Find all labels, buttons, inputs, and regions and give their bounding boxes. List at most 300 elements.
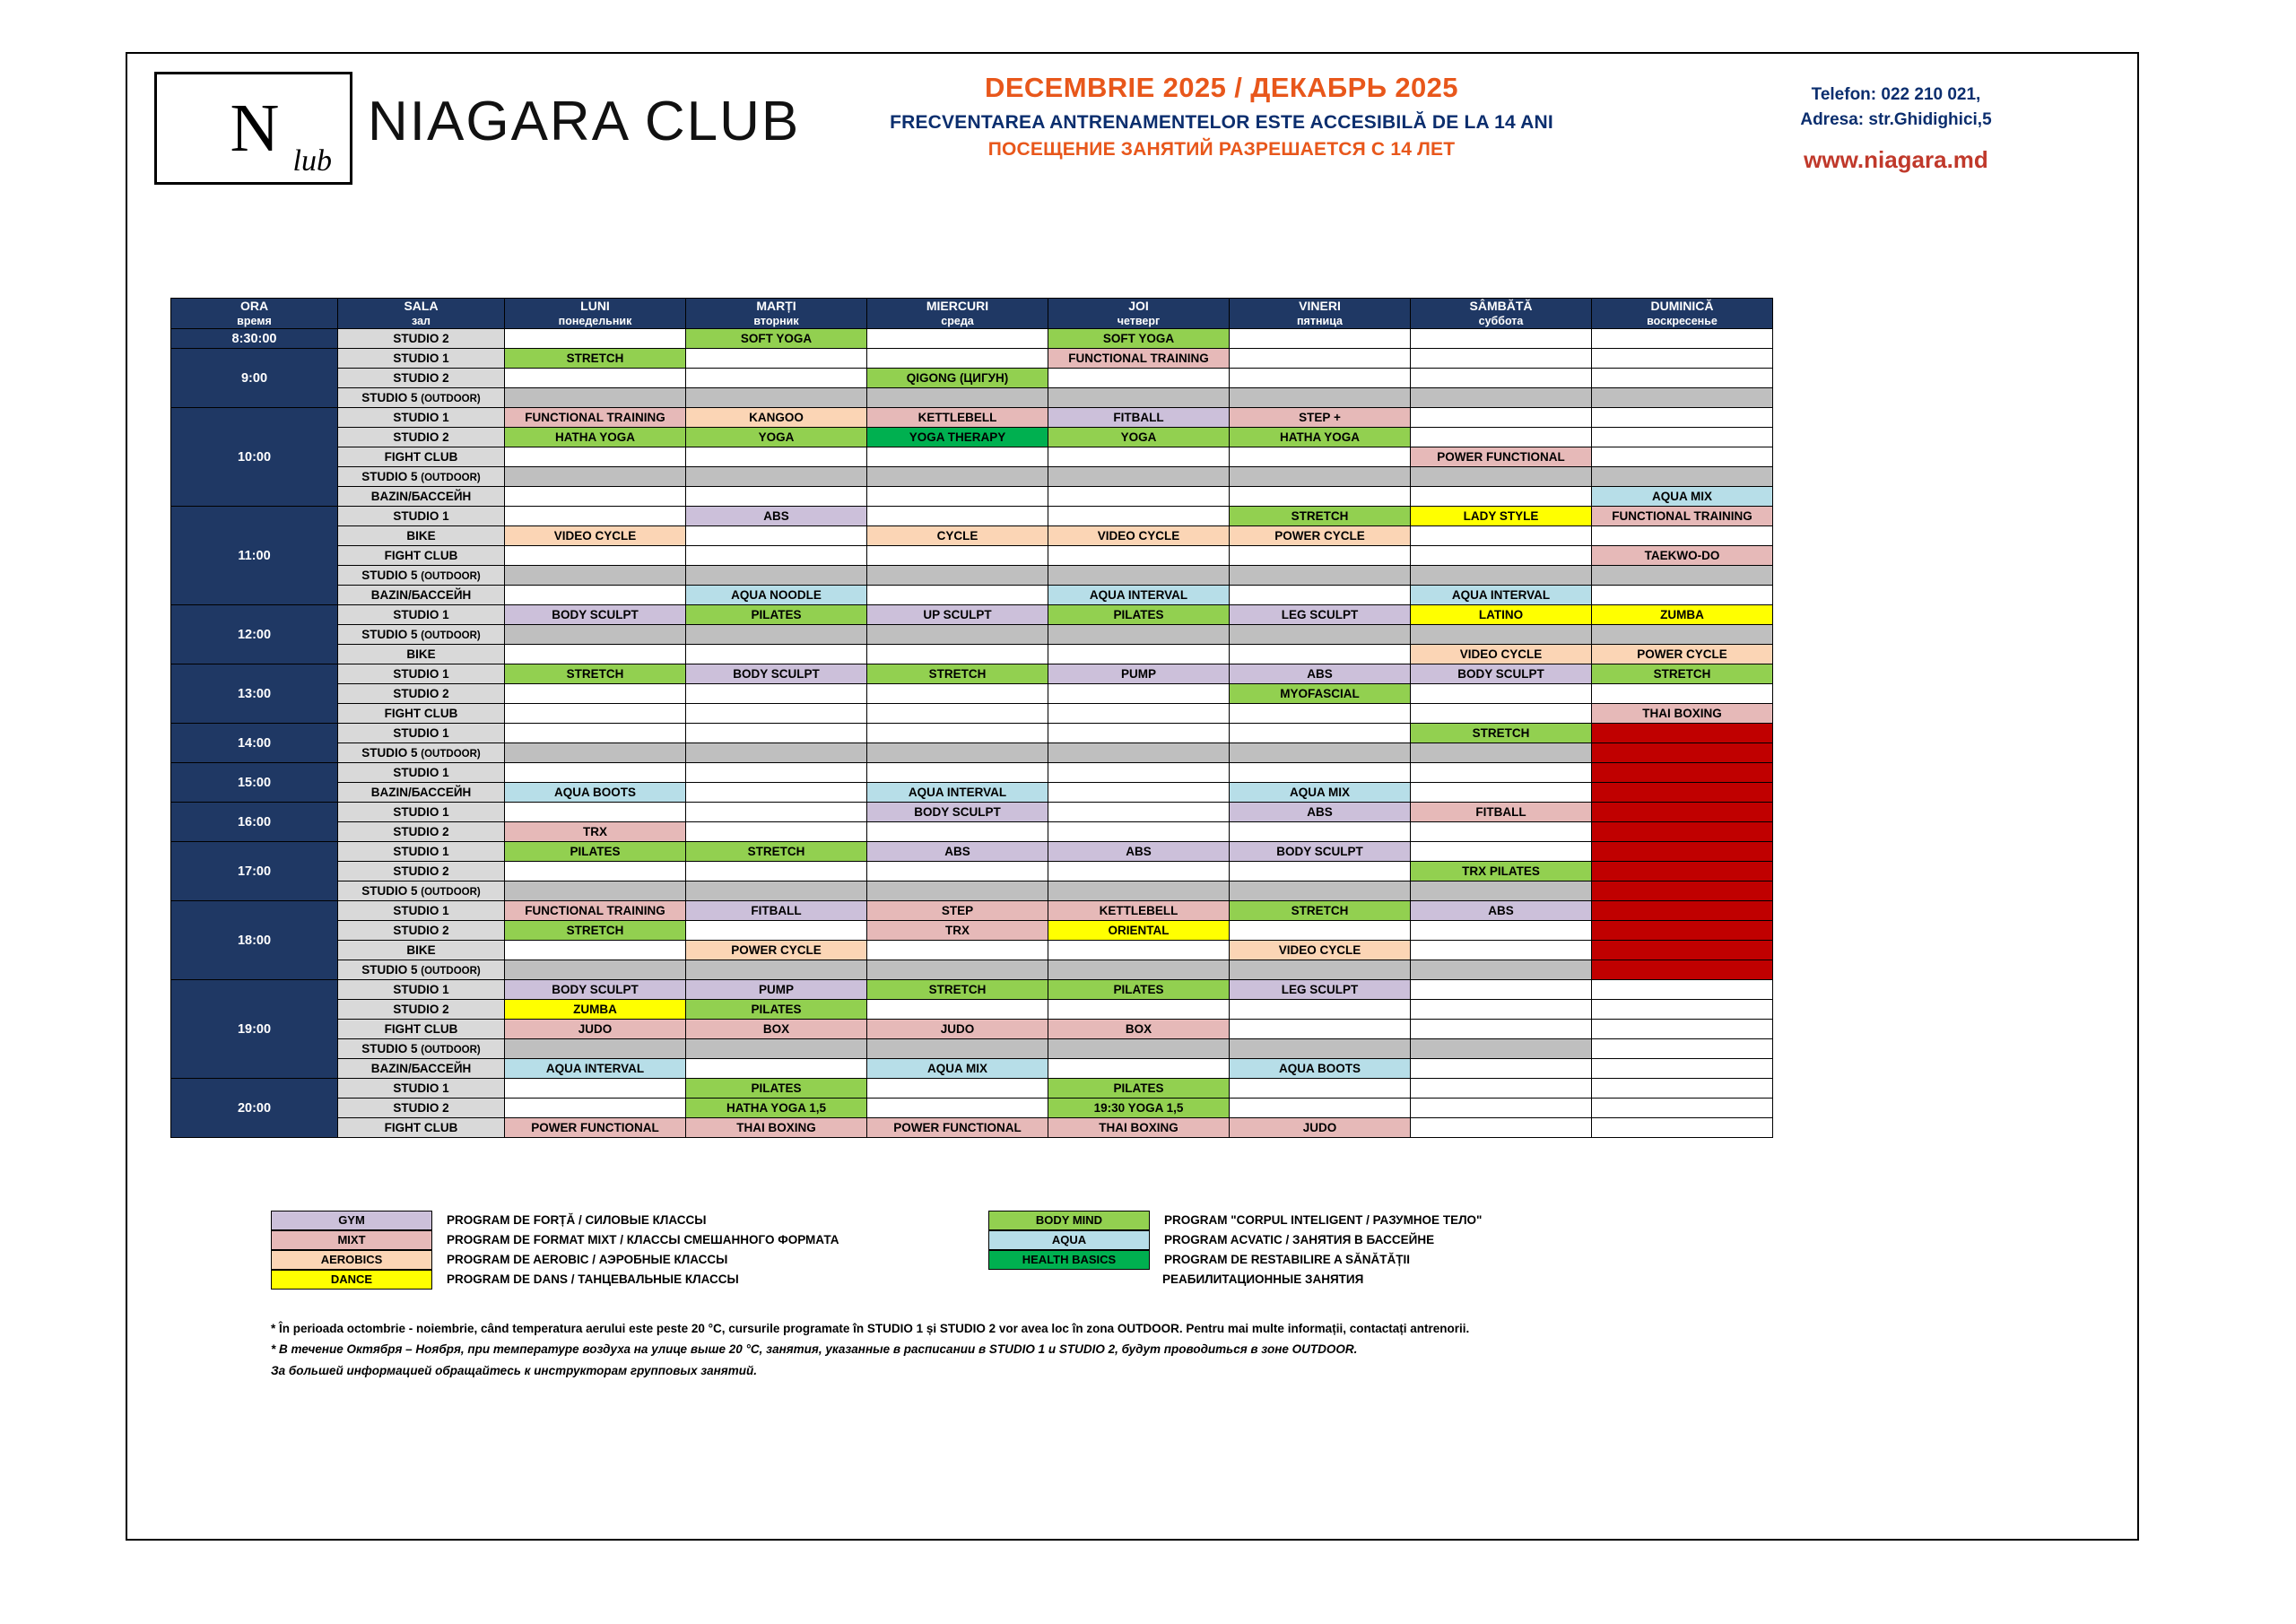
class-cell[interactable]: BOX (686, 1020, 867, 1039)
empty-cell (1048, 743, 1230, 763)
class-cell[interactable]: BODY SCULPT (505, 980, 686, 1000)
table-row (171, 388, 1773, 408)
class-cell[interactable]: ABS (1230, 664, 1411, 684)
room-cell: STUDIO 5 (OUTDOOR) (338, 1039, 505, 1059)
column-header-marți: MARȚI вторник (686, 299, 867, 329)
room-cell: BAZIN/БАССЕЙН (338, 1059, 505, 1079)
class-cell[interactable]: POWER FUNCTIONAL (1411, 447, 1592, 467)
class-cell[interactable]: BODY SCULPT (505, 605, 686, 625)
room-cell: STUDIO 2 (338, 862, 505, 881)
class-cell[interactable]: STRETCH (505, 664, 686, 684)
empty-cell (505, 487, 686, 507)
empty-cell (686, 763, 867, 783)
table-row (171, 941, 1773, 960)
empty-cell (1411, 566, 1592, 586)
table-row (171, 526, 1773, 546)
time-cell: 8:30:00 (171, 329, 338, 349)
class-cell[interactable]: POWER FUNCTIONAL (867, 1118, 1048, 1138)
empty-cell (1592, 901, 1773, 921)
logo-mark (230, 91, 332, 178)
empty-cell (1230, 862, 1411, 881)
class-cell[interactable]: PILATES (686, 1079, 867, 1099)
legend-label: PROGRAM ACVATIC / ЗАНЯТИЯ В БАССЕЙНЕ (1164, 1233, 1435, 1246)
logo-letter-n: N (230, 91, 277, 166)
class-cell[interactable]: FUNCTIONAL TRAINING (1048, 349, 1230, 369)
room-cell: FIGHT CLUB (338, 546, 505, 566)
class-cell[interactable]: LEG SCULPT (1230, 605, 1411, 625)
empty-cell (1048, 1039, 1230, 1059)
footer-note: * În perioada octombrie - noiembrie, când temperatura aerului este peste 20 °C, cursurile programate în STUDIO 1 și STUDIO 2 vor avea loc în zona OUTDOOR. Pentru mai multe informații, contactați antrenorii. (271, 1322, 1470, 1335)
room-cell: STUDIO 1 (338, 408, 505, 428)
room-cell: BAZIN/БАССЕЙН (338, 783, 505, 803)
empty-cell (1592, 862, 1773, 881)
room-cell: FIGHT CLUB (338, 1020, 505, 1039)
empty-cell (686, 388, 867, 408)
empty-cell (867, 487, 1048, 507)
empty-cell (505, 447, 686, 467)
class-cell[interactable]: STRETCH (686, 842, 867, 862)
empty-cell (1592, 941, 1773, 960)
time-cell: 15:00 (171, 763, 338, 803)
empty-cell (1411, 960, 1592, 980)
empty-cell (1411, 783, 1592, 803)
empty-cell (505, 704, 686, 724)
class-cell[interactable]: SOFT YOGA (1048, 329, 1230, 349)
empty-cell (867, 763, 1048, 783)
empty-cell (505, 684, 686, 704)
class-cell[interactable]: PILATES (1048, 1079, 1230, 1099)
room-cell: STUDIO 1 (338, 664, 505, 684)
empty-cell (505, 881, 686, 901)
empty-cell (1230, 586, 1411, 605)
legend-row (271, 1230, 839, 1249)
class-cell[interactable]: STRETCH (1411, 724, 1592, 743)
room-cell: STUDIO 2 (338, 329, 505, 349)
class-cell[interactable]: POWER CYCLE (1230, 526, 1411, 546)
empty-cell (867, 743, 1048, 763)
legend-chip: AQUA (988, 1230, 1150, 1250)
empty-cell (505, 862, 686, 881)
empty-cell (505, 369, 686, 388)
class-cell[interactable]: PUMP (686, 980, 867, 1000)
class-cell[interactable]: KETTLEBELL (867, 408, 1048, 428)
time-cell: 16:00 (171, 803, 338, 842)
table-row (171, 803, 1773, 822)
empty-cell (867, 645, 1048, 664)
legend-chip: HEALTH BASICS (988, 1250, 1150, 1270)
empty-cell (686, 803, 867, 822)
empty-cell (1048, 369, 1230, 388)
time-cell: 12:00 (171, 605, 338, 664)
class-cell[interactable]: ABS (1411, 901, 1592, 921)
class-cell[interactable]: HATHA YOGA (505, 428, 686, 447)
empty-cell (1230, 487, 1411, 507)
class-cell[interactable]: ABS (1230, 803, 1411, 822)
table-header (171, 299, 1773, 329)
class-cell[interactable]: JUDO (867, 1020, 1048, 1039)
table-row (171, 507, 1773, 526)
empty-cell (505, 1099, 686, 1118)
empty-cell (1411, 704, 1592, 724)
class-cell[interactable]: YOGA (686, 428, 867, 447)
legend-row (271, 1250, 839, 1269)
empty-cell (1411, 1000, 1592, 1020)
empty-cell (505, 1039, 686, 1059)
empty-cell (1411, 941, 1592, 960)
empty-cell (1411, 822, 1592, 842)
address-text: Adresa: str.Ghidighici,5 (1800, 109, 1992, 129)
class-cell[interactable]: YOGA (1048, 428, 1230, 447)
room-cell: STUDIO 1 (338, 724, 505, 743)
table-row (171, 763, 1773, 783)
class-cell[interactable]: TAEKWO-DO (1592, 546, 1773, 566)
contact-block (1685, 83, 2107, 174)
empty-cell (1230, 881, 1411, 901)
class-cell[interactable]: PILATES (505, 842, 686, 862)
empty-cell (1230, 704, 1411, 724)
class-cell[interactable]: BODY SCULPT (686, 664, 867, 684)
empty-cell (505, 566, 686, 586)
class-cell[interactable]: VIDEO CYCLE (1411, 645, 1592, 664)
class-cell[interactable]: PILATES (686, 605, 867, 625)
empty-cell (1592, 349, 1773, 369)
empty-cell (867, 822, 1048, 842)
class-cell[interactable]: AQUA NOODLE (686, 586, 867, 605)
class-cell[interactable]: HATHA YOGA 1,5 (686, 1099, 867, 1118)
table-row (171, 664, 1773, 684)
empty-cell (1230, 349, 1411, 369)
class-cell[interactable]: STRETCH (1230, 901, 1411, 921)
empty-cell (1048, 467, 1230, 487)
class-cell[interactable]: STRETCH (505, 921, 686, 941)
class-cell[interactable]: JUDO (1230, 1118, 1411, 1138)
column-header-ora: ORA время (171, 299, 338, 329)
class-cell[interactable]: HATHA YOGA (1230, 428, 1411, 447)
title-subline-ro: FRECVENTAREA ANTRENAMENTELOR ESTE ACCESIBILĂ DE LA 14 ANI (890, 112, 1553, 133)
empty-cell (1048, 566, 1230, 586)
class-cell[interactable]: PILATES (1048, 605, 1230, 625)
class-cell[interactable]: ORIENTAL (1048, 921, 1230, 941)
empty-cell (1048, 704, 1230, 724)
empty-cell (1592, 960, 1773, 980)
column-header-miercuri: MIERCURI среда (867, 299, 1048, 329)
empty-cell (1411, 1039, 1592, 1059)
empty-cell (1592, 1000, 1773, 1020)
empty-cell (1048, 881, 1230, 901)
class-cell[interactable]: VIDEO CYCLE (505, 526, 686, 546)
class-cell[interactable]: FITBALL (686, 901, 867, 921)
room-cell: BIKE (338, 526, 505, 546)
empty-cell (686, 960, 867, 980)
class-cell[interactable]: STEP + (1230, 408, 1411, 428)
class-cell[interactable]: POWER FUNCTIONAL (505, 1118, 686, 1138)
table-row (171, 467, 1773, 487)
empty-cell (505, 586, 686, 605)
class-cell[interactable]: STRETCH (1230, 507, 1411, 526)
empty-cell (1048, 803, 1230, 822)
table-row (171, 980, 1773, 1000)
class-cell[interactable]: QIGONG (ЦИГУН) (867, 369, 1048, 388)
time-cell: 19:00 (171, 980, 338, 1079)
empty-cell (867, 684, 1048, 704)
room-cell: STUDIO 2 (338, 822, 505, 842)
empty-cell (686, 566, 867, 586)
empty-cell (867, 447, 1048, 467)
empty-cell (1592, 743, 1773, 763)
empty-cell (1230, 724, 1411, 743)
table-row (171, 783, 1773, 803)
class-cell[interactable]: THAI BOXING (686, 1118, 867, 1138)
class-cell[interactable]: STRETCH (1592, 664, 1773, 684)
legend-row (988, 1250, 1482, 1269)
empty-cell (1592, 408, 1773, 428)
class-cell[interactable]: BODY SCULPT (1411, 664, 1592, 684)
table-row (171, 546, 1773, 566)
class-cell[interactable]: ABS (1048, 842, 1230, 862)
empty-cell (1411, 842, 1592, 862)
empty-cell (1592, 369, 1773, 388)
empty-cell (867, 566, 1048, 586)
class-cell[interactable]: AQUA BOOTS (505, 783, 686, 803)
room-cell: STUDIO 5 (OUTDOOR) (338, 960, 505, 980)
class-cell[interactable]: BOX (1048, 1020, 1230, 1039)
class-cell[interactable]: AQUA INTERVAL (505, 1059, 686, 1079)
empty-cell (1592, 1059, 1773, 1079)
class-cell[interactable]: ZUMBA (505, 1000, 686, 1020)
empty-cell (1411, 684, 1592, 704)
class-cell[interactable]: AQUA MIX (1230, 783, 1411, 803)
empty-cell (686, 1059, 867, 1079)
legend-label: PROGRAM DE AEROBIC / АЭРОБНЫЕ КЛАССЫ (447, 1253, 728, 1266)
empty-cell (1048, 763, 1230, 783)
class-cell[interactable]: POWER CYCLE (1592, 645, 1773, 664)
empty-cell (1592, 842, 1773, 862)
room-cell: FIGHT CLUB (338, 704, 505, 724)
empty-cell (505, 724, 686, 743)
empty-cell (867, 349, 1048, 369)
class-cell[interactable]: BODY SCULPT (1230, 842, 1411, 862)
table-row (171, 447, 1773, 467)
table-row (171, 684, 1773, 704)
class-cell[interactable]: JUDO (505, 1020, 686, 1039)
footer-note: За большей информацией обращайтесь к инструкторам групповых занятий. (271, 1363, 757, 1377)
empty-cell (686, 625, 867, 645)
table-row (171, 1118, 1773, 1138)
room-cell: STUDIO 2 (338, 369, 505, 388)
room-cell: STUDIO 5 (OUTDOOR) (338, 625, 505, 645)
class-cell[interactable]: FITBALL (1048, 408, 1230, 428)
empty-cell (1411, 388, 1592, 408)
website-link[interactable]: www.niagara.md (1804, 146, 1988, 174)
page-header (127, 54, 2137, 197)
room-cell: BIKE (338, 941, 505, 960)
class-cell[interactable]: ABS (867, 842, 1048, 862)
empty-cell (686, 743, 867, 763)
empty-cell (505, 960, 686, 980)
table-row (171, 901, 1773, 921)
class-cell[interactable]: AQUA INTERVAL (1411, 586, 1592, 605)
phone-text: Telefon: 022 210 021, (1811, 85, 1981, 104)
class-cell[interactable]: AQUA MIX (867, 1059, 1048, 1079)
empty-cell (1048, 625, 1230, 645)
empty-cell (1411, 763, 1592, 783)
room-cell: STUDIO 2 (338, 1099, 505, 1118)
empty-cell (1048, 388, 1230, 408)
empty-cell (686, 881, 867, 901)
class-cell[interactable]: BODY SCULPT (867, 803, 1048, 822)
legend-chip (988, 1271, 1148, 1289)
table-row (171, 1099, 1773, 1118)
empty-cell (1411, 881, 1592, 901)
empty-cell (1411, 1059, 1592, 1079)
legend-label: PROGRAM DE FORȚĂ / СИЛОВЫЕ КЛАССЫ (447, 1213, 707, 1227)
table-row (171, 724, 1773, 743)
class-cell[interactable]: SOFT YOGA (686, 329, 867, 349)
class-cell[interactable]: FUNCTIONAL TRAINING (1592, 507, 1773, 526)
empty-cell (1411, 625, 1592, 645)
table-row (171, 1020, 1773, 1039)
table-row (171, 862, 1773, 881)
class-cell[interactable]: STRETCH (867, 664, 1048, 684)
empty-cell (867, 941, 1048, 960)
time-cell: 14:00 (171, 724, 338, 763)
empty-cell (1592, 1020, 1773, 1039)
class-cell[interactable]: UP SCULPT (867, 605, 1048, 625)
column-header-sâmbătă: SÂMBĂTĂ суббота (1411, 299, 1592, 329)
class-cell[interactable]: STRETCH (867, 980, 1048, 1000)
empty-cell (686, 704, 867, 724)
column-header-luni: LUNI понедельник (505, 299, 686, 329)
class-cell[interactable]: MYOFASCIAL (1230, 684, 1411, 704)
class-cell[interactable]: TRX (505, 822, 686, 842)
footer-note: * В течение Октября – Ноября, при температуре воздуха на улице выше 20 °C, занятия, указанные в расписании в STUDIO 1 и STUDIO 2, будут проводиться в зоне OUTDOOR. (271, 1342, 1358, 1357)
class-cell[interactable]: KANGOO (686, 408, 867, 428)
room-cell: STUDIO 1 (338, 980, 505, 1000)
class-cell[interactable]: ZUMBA (1592, 605, 1773, 625)
table-body (171, 329, 1773, 1138)
logo (154, 72, 352, 185)
empty-cell (1411, 349, 1592, 369)
table-row (171, 329, 1773, 349)
empty-cell (1592, 724, 1773, 743)
room-cell: STUDIO 5 (OUTDOOR) (338, 388, 505, 408)
class-cell[interactable]: LEG SCULPT (1230, 980, 1411, 1000)
room-cell: STUDIO 2 (338, 428, 505, 447)
class-cell[interactable]: STEP (867, 901, 1048, 921)
empty-cell (1592, 803, 1773, 822)
class-cell[interactable]: CYCLE (867, 526, 1048, 546)
empty-cell (1411, 329, 1592, 349)
empty-cell (1048, 487, 1230, 507)
room-cell: STUDIO 2 (338, 1000, 505, 1020)
empty-cell (686, 467, 867, 487)
class-cell[interactable]: VIDEO CYCLE (1048, 526, 1230, 546)
empty-cell (1230, 960, 1411, 980)
brand-name: NIAGARA CLUB (368, 91, 801, 152)
class-cell[interactable]: FUNCTIONAL TRAINING (505, 408, 686, 428)
class-cell[interactable]: PILATES (686, 1000, 867, 1020)
class-cell[interactable]: KETTLEBELL (1048, 901, 1230, 921)
empty-cell (1592, 388, 1773, 408)
legend-row (988, 1270, 1482, 1289)
class-cell[interactable]: LATINO (1411, 605, 1592, 625)
class-cell[interactable]: TRX (867, 921, 1048, 941)
empty-cell (1592, 428, 1773, 447)
class-cell[interactable]: AQUA BOOTS (1230, 1059, 1411, 1079)
class-cell[interactable]: POWER CYCLE (686, 941, 867, 960)
empty-cell (1411, 526, 1592, 546)
table-row (171, 881, 1773, 901)
empty-cell (1592, 467, 1773, 487)
empty-cell (1592, 625, 1773, 645)
empty-cell (867, 1079, 1048, 1099)
empty-cell (686, 447, 867, 467)
class-cell[interactable]: 19:30 YOGA 1,5 (1048, 1099, 1230, 1118)
legend-label: РЕАБИЛИТАЦИОННЫЕ ЗАНЯТИЯ (1162, 1272, 1364, 1286)
empty-cell (505, 941, 686, 960)
empty-cell (1230, 447, 1411, 467)
room-cell: STUDIO 2 (338, 684, 505, 704)
empty-cell (686, 783, 867, 803)
class-cell[interactable]: FITBALL (1411, 803, 1592, 822)
class-cell[interactable]: STRETCH (505, 349, 686, 369)
empty-cell (867, 1099, 1048, 1118)
table-row (171, 605, 1773, 625)
empty-cell (1048, 724, 1230, 743)
class-cell[interactable]: AQUA MIX (1592, 487, 1773, 507)
table-row (171, 349, 1773, 369)
empty-cell (1048, 960, 1230, 980)
legend-row (988, 1230, 1482, 1249)
class-cell[interactable]: YOGA THERAPY (867, 428, 1048, 447)
legend-chip: GYM (271, 1211, 432, 1230)
empty-cell (867, 507, 1048, 526)
empty-cell (867, 625, 1048, 645)
empty-cell (1592, 684, 1773, 704)
table-row (171, 921, 1773, 941)
table-row (171, 566, 1773, 586)
class-cell[interactable]: AQUA INTERVAL (1048, 586, 1230, 605)
table-row (171, 822, 1773, 842)
class-cell[interactable]: THAI BOXING (1592, 704, 1773, 724)
empty-cell (1230, 1099, 1411, 1118)
class-cell[interactable]: PUMP (1048, 664, 1230, 684)
empty-cell (1230, 1020, 1411, 1039)
empty-cell (1048, 941, 1230, 960)
empty-cell (1230, 566, 1411, 586)
empty-cell (505, 507, 686, 526)
column-header-duminică: DUMINICĂ воскресенье (1592, 299, 1773, 329)
empty-cell (686, 822, 867, 842)
class-cell[interactable]: PILATES (1048, 980, 1230, 1000)
empty-cell (1230, 625, 1411, 645)
table-row (171, 369, 1773, 388)
empty-cell (1230, 546, 1411, 566)
class-cell[interactable]: ABS (686, 507, 867, 526)
empty-cell (1230, 388, 1411, 408)
empty-cell (867, 467, 1048, 487)
class-cell[interactable]: TRX PILATES (1411, 862, 1592, 881)
class-cell[interactable]: THAI BOXING (1048, 1118, 1230, 1138)
class-cell[interactable]: AQUA INTERVAL (867, 783, 1048, 803)
table-row (171, 1079, 1773, 1099)
class-cell[interactable]: FUNCTIONAL TRAINING (505, 901, 686, 921)
class-cell[interactable]: VIDEO CYCLE (1230, 941, 1411, 960)
empty-cell (1048, 447, 1230, 467)
class-cell[interactable]: LADY STYLE (1411, 507, 1592, 526)
legend-label: PROGRAM DE RESTABILIRE A SĂNĂTĂȚII (1164, 1253, 1411, 1266)
table-row (171, 625, 1773, 645)
